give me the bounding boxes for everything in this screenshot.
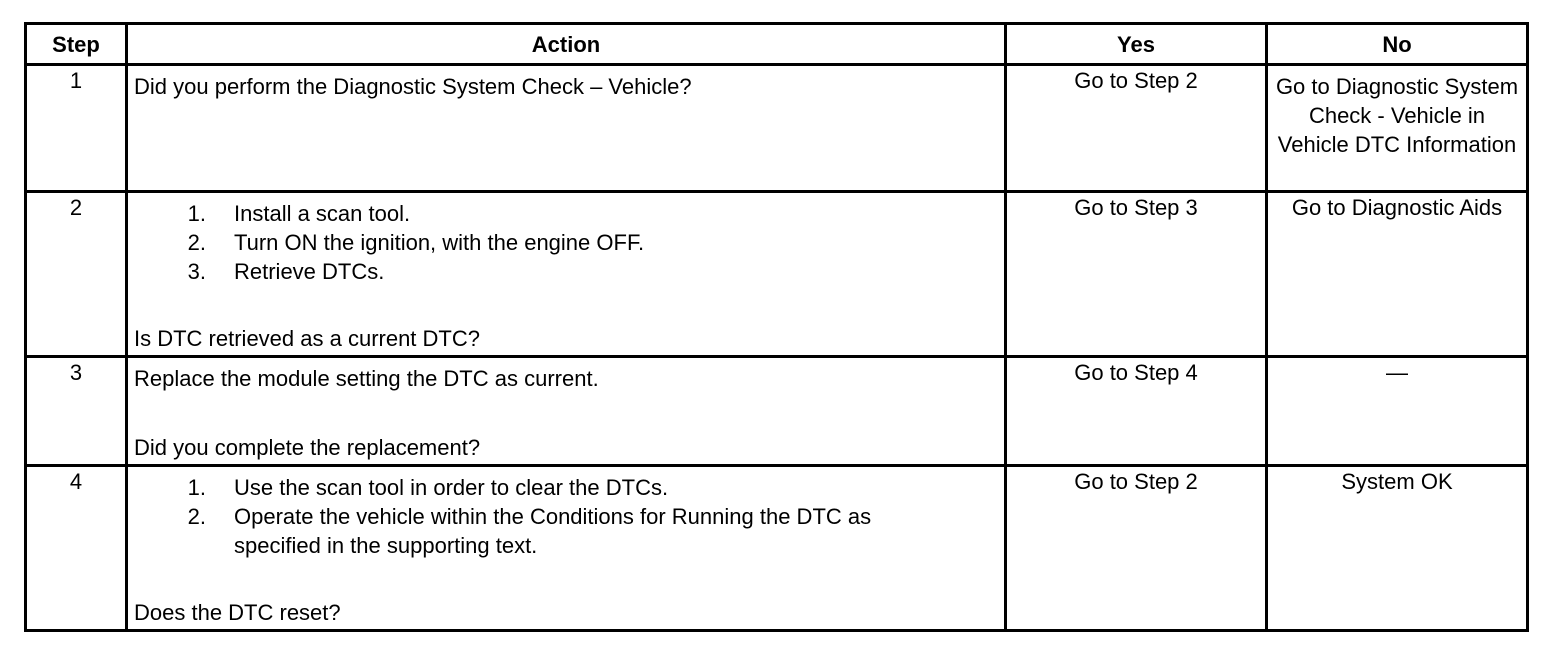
header-yes: Yes — [1006, 24, 1267, 65]
yes-result: Go to Step 2 — [1006, 466, 1267, 631]
no-result: Go to Diagnostic Aids — [1267, 192, 1528, 357]
list-item — [134, 502, 998, 560]
header-step: Step — [26, 24, 127, 65]
yes-result: Go to Step 2 — [1006, 65, 1267, 192]
no-result — [1267, 65, 1528, 192]
table-row — [26, 466, 1528, 631]
list-item-number: 3. — [187, 259, 206, 284]
action-steps-list — [134, 199, 998, 286]
list-item — [134, 257, 998, 286]
action-question: Did you perform the Diagnostic System Check – Vehicle? — [134, 74, 692, 99]
table-row — [26, 192, 1528, 357]
header-action: Action — [127, 24, 1006, 65]
action-question: Is DTC retrieved as a current DTC? — [134, 326, 480, 351]
step-number: 1 — [26, 65, 127, 192]
list-item — [134, 228, 998, 257]
header-no: No — [1267, 24, 1528, 65]
action-cell — [127, 65, 1006, 192]
list-item-text: Operate the vehicle within the Conditions for Running the DTC as specified in the supporting text. — [234, 504, 872, 558]
diagnostic-table — [24, 22, 1529, 632]
table-row — [26, 65, 1528, 192]
list-item-number: 1. — [187, 475, 206, 500]
no-result: — — [1267, 357, 1528, 466]
list-item — [134, 199, 998, 228]
action-question: Does the DTC reset? — [134, 600, 341, 625]
yes-result: Go to Step 3 — [1006, 192, 1267, 357]
table-row — [26, 357, 1528, 466]
step-number: 2 — [26, 192, 127, 357]
action-cell — [127, 192, 1006, 357]
list-item-text: Turn ON the ignition, with the engine OFF. — [234, 230, 645, 255]
step-number: 3 — [26, 357, 127, 466]
list-item-number: 2. — [187, 504, 206, 529]
action-steps-list — [134, 473, 998, 560]
list-item-text: Install a scan tool. — [234, 201, 411, 226]
list-item-number: 1. — [187, 201, 206, 226]
list-item-number: 2. — [187, 230, 206, 255]
list-item-text: Use the scan tool in order to clear the DTCs. — [234, 475, 669, 500]
list-item-text: Retrieve DTCs. — [234, 259, 385, 284]
no-result: System OK — [1267, 466, 1528, 631]
yes-result: Go to Step 4 — [1006, 357, 1267, 466]
action-question: Did you complete the replacement? — [134, 435, 481, 460]
step-number: 4 — [26, 466, 127, 631]
action-instruction: Replace the module setting the DTC as current. — [134, 366, 599, 391]
header-row — [26, 24, 1528, 65]
action-cell — [127, 357, 1006, 466]
list-item — [134, 473, 998, 502]
action-cell — [127, 466, 1006, 631]
no-result-text: Go to Diagnostic System Check - Vehicle in Vehicle DTC Information — [1275, 74, 1519, 157]
